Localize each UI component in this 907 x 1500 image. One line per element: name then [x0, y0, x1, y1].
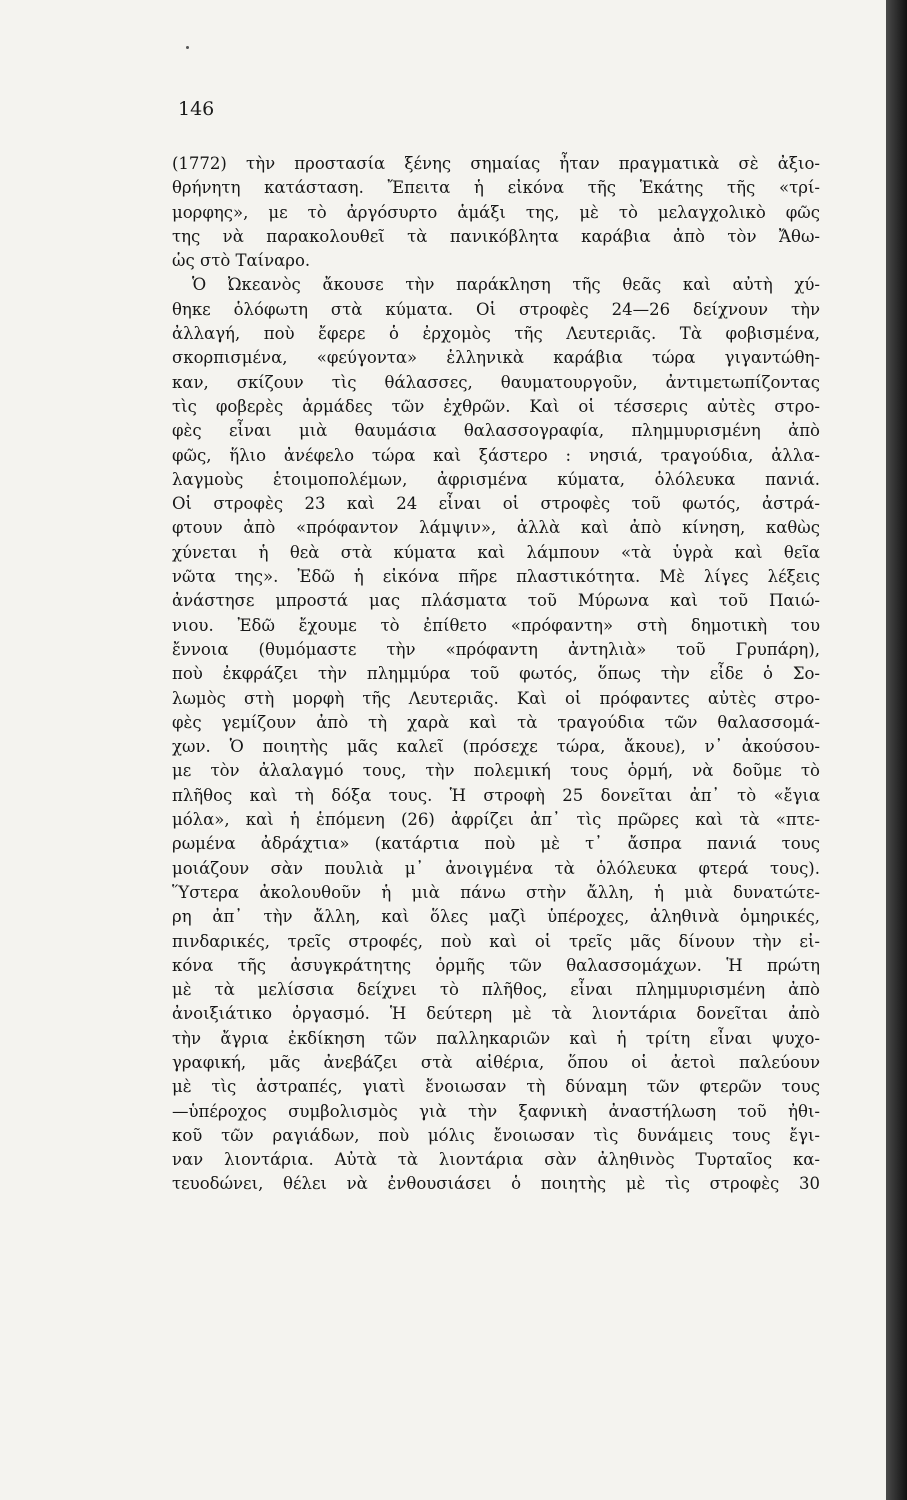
text-line: κοῦ τῶν ραγιάδων, ποὺ μόλις ἔνοιωσαν τὶς δυνάμεις τους ἔγι-	[172, 1125, 820, 1145]
text-line: κόνα τῆς ἀσυγκράτητης ὁρμῆς τῶν θαλασσομάχων. Ἡ πρώτη	[172, 955, 820, 975]
text-line: ὡς στὸ Ταίναρο.	[172, 251, 311, 271]
text-line: Ὕστερα ἀκολουθοῦν ἡ μιὰ πάνω στὴν ἄλλη, ἡ μιὰ δυνατώτε-	[172, 882, 820, 902]
text-line: χύνεται ἡ θεὰ στὰ κύματα καὶ λάμπουν «τὰ ὑγρὰ καὶ θεῖα	[172, 542, 820, 562]
text-line: ναν λιοντάρια. Αὐτὰ τὰ λιοντάρια σὰν ἀληθινὸς Τυρταῖος κα-	[172, 1150, 820, 1170]
text-line: με τὸν ἀλαλαγμό τους, τὴν πολεμική τους ὁρμή, νὰ δοῦμε τὸ	[172, 761, 820, 781]
text-line: ρη ἀπ᾽ τὴν ἄλλη, καὶ ὅλες μαζὶ ὑπέροχες, ἀληθινὰ ὁμηρικές,	[172, 907, 820, 927]
text-line: ἀνάστησε μπροστά μας πλάσματα τοῦ Μύρωνα καὶ τοῦ Παιώ-	[172, 591, 820, 611]
text-line: σκορπισμένα, «φεύγοντα» ἑλληνικὰ καράβια τώρα γιγαντώθη-	[172, 348, 820, 368]
text-line: μορφης», με τὸ ἀργόσυρτο ἁμάξι της, μὲ τὸ μελαγχολικὸ φῶς	[172, 202, 820, 222]
text-line: ἀλλαγή, ποὺ ἔφερε ὁ ἐρχομὸς τῆς Λευτεριᾶς. Τὰ φοβισμένα,	[172, 324, 820, 344]
text-line: μὲ τὶς ἀστραπές, γιατὶ ἔνοιωσαν τὴ δύναμη τῶν φτερῶν τους	[172, 1077, 820, 1097]
text-line: της νὰ παρακολουθεῖ τὰ πανικόβλητα καράβια ἀπὸ τὸν Ἄθω-	[172, 226, 820, 246]
text-line: ἔννοια (θυμόμαστε τὴν «πρόφαντη ἀντηλιὰ» τοῦ Γρυπάρη),	[172, 639, 820, 659]
text-line: Οἱ στροφὲς 23 καὶ 24 εἶναι οἱ στροφὲς τοῦ φωτός, ἀστρά-	[172, 494, 820, 514]
text-line: νῶτα της». Ἐδῶ ἡ εἰκόνα πῆρε πλαστικότητα. Μὲ λίγες λέξεις	[172, 567, 820, 587]
text-line: ρωμένα ἀδράχτια» (κατάρτια ποὺ μὲ τ᾽ ἄσπρα πανιά τους	[172, 834, 820, 854]
page-number: 146	[178, 98, 215, 120]
text-line: φὲς εἶναι μιὰ θαυμάσια θαλασσογραφία, πλημμυρισμένη ἀπὸ	[172, 421, 820, 441]
text-line: χων. Ὁ ποιητὴς μᾶς καλεῖ (πρόσεχε τώρα, ἄκουε), ν᾽ ἀκούσου-	[172, 737, 820, 757]
text-line: (1772) τὴν προστασία ξένης σημαίας ἦταν πραγματικὰ σὲ ἀξιο-	[172, 154, 820, 173]
text-line: μοιάζουν σὰν πουλιὰ μ᾽ ἀνοιγμένα τὰ ὁλόλευκα φτερά τους).	[172, 858, 820, 878]
body-text	[172, 152, 820, 1197]
text-line: τὴν ἄγρια ἐκδίκηση τῶν παλληκαριῶν καὶ ἡ τρίτη εἶναι ψυχο-	[172, 1028, 820, 1048]
text-line: πλῆθος καὶ τὴ δόξα τους. Ἡ στροφὴ 25 δονεῖται ἀπ᾽ τὸ «ἔγια	[172, 785, 820, 805]
text-line: μόλα», καὶ ἡ ἑπόμενη (26) ἀφρίζει ἀπ᾽ τὶς πρῶρες καὶ τὰ «πτε-	[172, 810, 820, 830]
text-line: καν, σκίζουν τὶς θάλασσες, θαυματουργοῦν, ἀντιμετωπίζοντας	[172, 372, 820, 392]
text-line: ἀνοιξιάτικο ὀργασμό. Ἡ δεύτερη μὲ τὰ λιοντάρια δονεῖται ἀπὸ	[172, 1004, 820, 1024]
text-line: θηκε ὁλόφωτη στὰ κύματα. Οἱ στροφὲς 24—26 δείχνουν τὴν	[172, 299, 820, 319]
text-line: μὲ τὰ μελίσσια δείχνει τὸ πλῆθος, εἶναι πλημμυρισμένη ἀπὸ	[172, 980, 820, 1000]
text-line: νιου. Ἐδῶ ἔχουμε τὸ ἐπίθετο «πρόφαντη» στὴ δημοτικὴ του	[172, 615, 820, 635]
text-line: ποὺ ἐκφράζει τὴν πλημμύρα τοῦ φωτός, ὅπως τὴν εἶδε ὁ Σο-	[172, 664, 820, 684]
text-line: —ὑπέροχος συμβολισμὸς γιὰ τὴν ξαφνικὴ ἀναστήλωση τοῦ ἠθι-	[172, 1101, 820, 1121]
text-line: τευοδώνει, θέλει νὰ ἐνθουσιάσει ὁ ποιητὴς μὲ τὶς στροφὲς 30	[172, 1174, 820, 1194]
text-line: λαγμοὺς ἑτοιμοπολέμων, ἀφρισμένα κύματα, ὁλόλευκα πανιά.	[172, 469, 820, 489]
text-line: φὲς γεμίζουν ἀπὸ τὴ χαρὰ καὶ τὰ τραγούδια τῶν θαλασσομά-	[172, 712, 820, 732]
text-line: Ὁ Ὠκεανὸς ἄκουσε τὴν παράκληση τῆς θεᾶς καὶ αὐτὴ χύ-	[192, 275, 820, 295]
text-line: λωμὸς στὴ μορφὴ τῆς Λευτεριᾶς. Καὶ οἱ πρόφαντες αὐτὲς στρο-	[172, 688, 820, 708]
text-line: θρήνητη κατάσταση. Ἔπειτα ἡ εἰκόνα τῆς Ἑκάτης τῆς «τρί-	[172, 178, 820, 198]
text-line: φτουν ἀπὸ «πρόφαντον λάμψιν», ἀλλὰ καὶ ἀπὸ κίνηση, καθὼς	[172, 518, 820, 538]
paper-speck	[186, 46, 189, 49]
text-line: πινδαρικές, τρεῖς στροφές, ποὺ καὶ οἱ τρεῖς μᾶς δίνουν τὴν εἰ-	[172, 931, 820, 951]
page-edge-shadow	[886, 0, 907, 1500]
text-line: φῶς, ἥλιο ἀνέφελο τώρα καὶ ξάστερο : νησιά, τραγούδια, ἀλλα-	[172, 445, 820, 465]
text-line: γραφική, μᾶς ἀνεβάζει στὰ αἰθέρια, ὅπου οἱ ἀετοὶ παλεύουν	[172, 1052, 820, 1072]
text-line: τὶς φοβερὲς ἀρμάδες τῶν ἐχθρῶν. Καὶ οἱ τέσσερις αὐτὲς στρο-	[172, 396, 820, 416]
